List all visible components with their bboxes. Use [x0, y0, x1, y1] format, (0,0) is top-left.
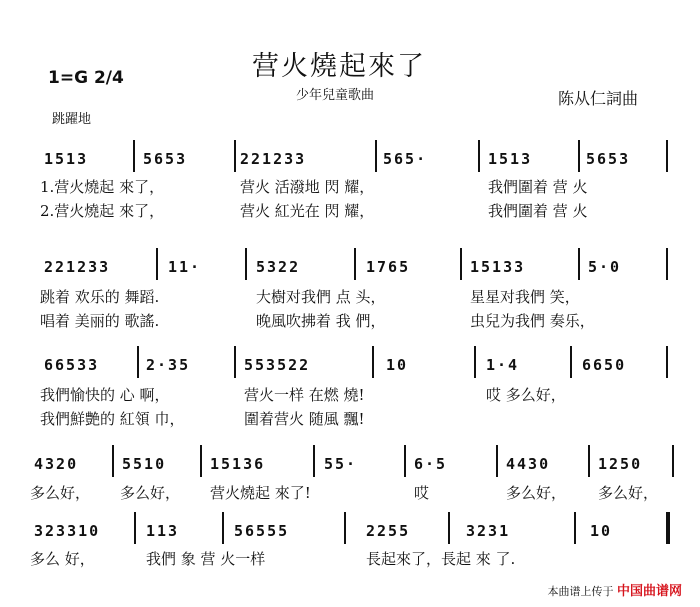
upload-text: 本曲谱上传于: [547, 585, 614, 598]
lyric: 我們鮮艶的 紅領 巾，: [40, 410, 185, 428]
lyric: 哎: [414, 484, 430, 502]
lyric: 虫兒为我們 奏乐，: [470, 312, 595, 330]
measure: 2255: [366, 522, 411, 540]
lyric: 多么 好，: [30, 550, 95, 568]
lyric: 跳着 欢乐的 舞蹈.: [40, 288, 160, 306]
measure: 11·: [168, 258, 202, 276]
measure: 323310: [34, 522, 101, 540]
measure: 221233: [44, 258, 111, 276]
measure: 1·4: [486, 356, 520, 374]
key-signature: 1=G 2/4: [48, 68, 124, 88]
measure: 56555: [234, 522, 290, 540]
measure: 15133: [470, 258, 526, 276]
lyric: 营火一样 在燃 燒!: [244, 386, 365, 404]
measure: 1513: [44, 150, 89, 168]
lyric: 多么好，: [120, 484, 181, 502]
lyric: 我們愉快的 心 啊，: [40, 386, 170, 404]
measure: 10: [590, 522, 613, 540]
song-subtitle: 少年兒童歌曲: [296, 88, 375, 103]
measure: 5653: [143, 150, 188, 168]
measure: 15136: [210, 455, 266, 473]
lyric: 1.营火燒起 來了，: [40, 178, 165, 196]
site-brand[interactable]: 中国曲谱网: [616, 584, 682, 599]
measure: 5·0: [588, 258, 622, 276]
footer-watermark: [547, 580, 682, 599]
measure: 1250: [598, 455, 643, 473]
song-title: 营火燒起來了: [252, 51, 426, 82]
measure: 1513: [488, 150, 533, 168]
measure: 55·: [324, 455, 358, 473]
measure: 10: [386, 356, 409, 374]
measure: 4430: [506, 455, 551, 473]
measure: 5322: [256, 258, 301, 276]
measure: 6·5: [414, 455, 448, 473]
lyric: 营火 活潑地 閃 耀，: [240, 178, 375, 196]
measure: 3231: [466, 522, 511, 540]
measure: 113: [146, 522, 180, 540]
measure: 5510: [122, 455, 167, 473]
lyric: 長起來了，長起 來 了.: [366, 550, 516, 568]
lyric: 晚風吹拂着 我 們，: [256, 312, 386, 330]
lyric: 我們圍着 营 火: [488, 202, 588, 220]
lyric: 星星对我們 笑，: [470, 288, 580, 306]
measure: 66533: [44, 356, 100, 374]
lyric: 我們圍着 营 火: [488, 178, 588, 196]
measure: 2·35: [146, 356, 191, 374]
measure: 221233: [240, 150, 307, 168]
lyric: 多么好，: [598, 484, 659, 502]
lyric: 多么好，: [506, 484, 567, 502]
lyric: 哎 多么好，: [486, 386, 566, 404]
lyric: 圍着营火 随風 飄!: [244, 410, 365, 428]
measure: 5653: [586, 150, 631, 168]
lyric: 大樹对我們 点 头，: [256, 288, 386, 306]
lyric: 2.营火燒起 來了，: [40, 202, 165, 220]
measure: 565·: [383, 150, 428, 168]
lyric: 我們 象 营 火一样: [146, 550, 266, 568]
measure: 4320: [34, 455, 79, 473]
measure: 1765: [366, 258, 411, 276]
lyric: 多么好，: [30, 484, 91, 502]
tempo-marking: 跳躍地: [52, 112, 92, 127]
lyric: 营火 紅光在 閃 耀，: [240, 202, 375, 220]
measure: 553522: [244, 356, 311, 374]
lyric: 营火燒起 來了!: [210, 484, 311, 502]
measure: 6650: [582, 356, 627, 374]
lyric: 唱着 美丽的 歌謠.: [40, 312, 160, 330]
song-credit: 陈从仁詞曲: [558, 89, 639, 108]
